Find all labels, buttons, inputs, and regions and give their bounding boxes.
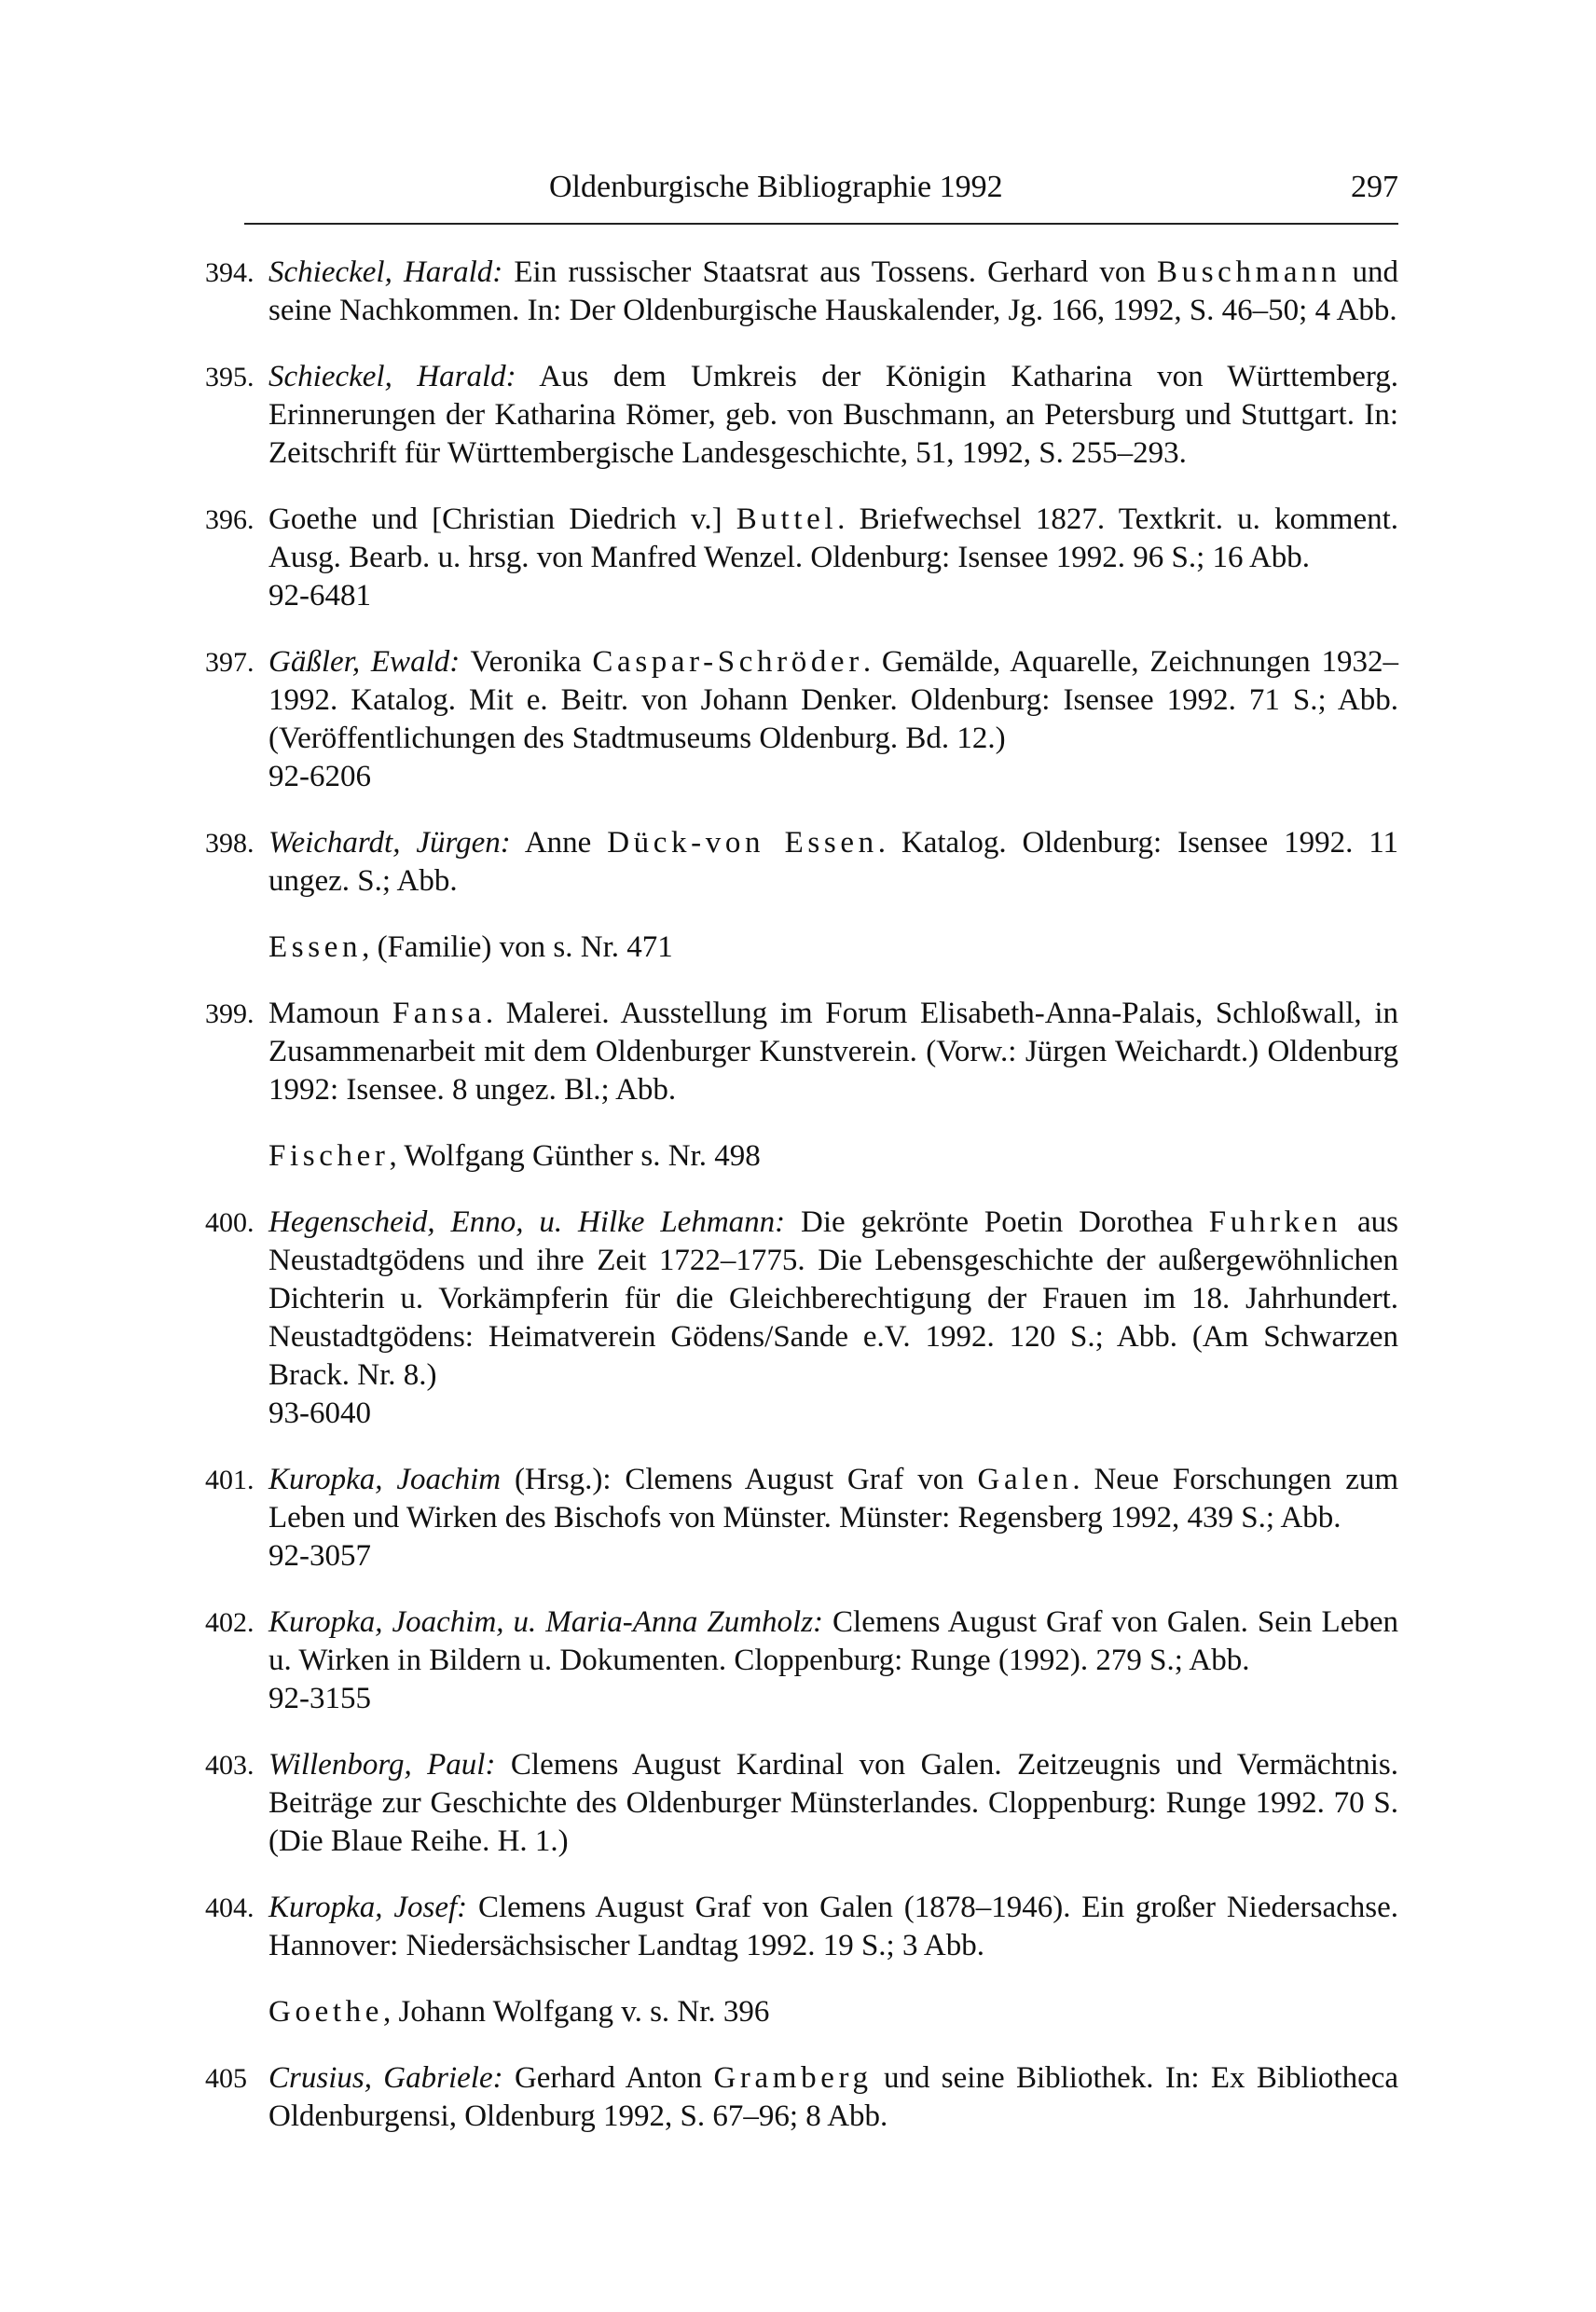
bibliography-list (205, 254, 1399, 2164)
entry-author: Crusius, Gabriele: (268, 2061, 503, 2095)
running-title: Oldenburgische Bibliographie 1992 (549, 170, 1003, 204)
entry-text: . Gemälde, Aquarelle, Zeichnungen 1932–1992. Katalog. Mit e. Beitr. von Johann Denker. Oldenburg: Isensee 1992. 71 S.; Abb. (Veröffentlichungen des Stadtmuseums Oldenburg. Bd. 12.) (268, 645, 1399, 755)
cross-reference (231, 1137, 1398, 1176)
entry-author: Willenborg, Paul: (268, 1748, 496, 1782)
entry-text: Clemens August Kardinal von Galen. Zeitzeugnis und Vermächtnis. Beiträge zur Geschichte des Oldenburger Münsterlandes. Cloppenburg: Runge 1992. 70 S. (Die Blaue Reihe. H. 1.) (268, 1748, 1398, 1858)
entry-398 (205, 824, 1398, 901)
spaced-name: Galen (977, 1463, 1073, 1496)
shelf-mark: 93-6040 (268, 1397, 371, 1430)
spaced-name: Essen (268, 930, 363, 964)
entry-text: Ein russischer Staatsrat aus Tossens. Gerhard von (502, 255, 1157, 289)
entry-number: 398. (205, 828, 255, 859)
cross-reference (231, 929, 1398, 967)
entry-number: 394. (205, 257, 255, 288)
entry-395 (205, 358, 1399, 473)
entry-text: und seine Nachkommen. In: Der Oldenburgische Hauskalender, Jg. 166, 1992, S. 46–50; 4 Abb. (268, 255, 1398, 327)
spaced-name: Buschmann (1156, 255, 1341, 289)
entry-number: 395. (205, 362, 255, 392)
entry-text: Mamoun (268, 997, 392, 1030)
entry-number: 400. (205, 1207, 255, 1238)
entry-author: Gäßler, Ewald: (268, 645, 461, 679)
entry-number: 404. (205, 1892, 255, 1923)
header-rule (244, 223, 1398, 225)
entry-text: . Neue Forschungen zum Leben und Wirken des Bischofs von Münster. Münster: Regensberg 1992, 439 S.; Abb. (268, 1463, 1399, 1534)
entry-author: Schieckel, Harald: (268, 360, 516, 393)
entry-text: Clemens August Graf von Galen (1878–1946). Ein großer Niedersachse. Hannover: Niedersächsischer Landtag 1992. 19 S.; 3 Abb. (268, 1891, 1398, 1962)
entry-author: Weichardt, Jürgen: (268, 826, 511, 860)
entry-text: Veronika (460, 645, 593, 679)
entry-text: Aus dem Umkreis der Königin Katharina von Württemberg. Erinnerungen der Katharina Römer, geb. von Buschmann, an Petersburg und Stuttgart. In: Zeitschrift für Württembergische Landesgeschichte, 51, 1992, S. 255–293. (268, 360, 1399, 470)
entry-text: . Malerei. Ausstellung im Forum Elisabeth-Anna-Palais, Schloßwall, in Zusammenarbeit mit dem Oldenburger Kunstverein. (Vorw.: Jürgen Weichardt.) Oldenburg 1992: Isensee. 8 ungez. Bl.; Abb. (268, 997, 1398, 1107)
entry-394 (205, 254, 1398, 330)
spaced-name: Dück-von Essen (607, 826, 878, 860)
entry-402 (205, 1603, 1398, 1718)
entry-number: 403. (205, 1750, 255, 1781)
xref-text: , Johann Wolfgang v. s. Nr. 396 (383, 1995, 770, 2029)
entry-400 (205, 1204, 1398, 1433)
entry-text: Clemens August Graf von Galen. Sein Leben u. Wirken in Bildern u. Dokumenten. Cloppenburg: Runge (1992). 279 S.; Abb. (268, 1605, 1398, 1677)
entry-author: Kuropka, Joachim, u. Maria-Anna Zumholz: (268, 1605, 824, 1639)
entry-author: Hegenscheid, Enno, u. Hilke Lehmann: (268, 1205, 786, 1239)
spaced-name: Goethe (268, 1995, 384, 2029)
entry-text: Die gekrönte Poetin Dorothea (785, 1205, 1209, 1239)
entry-number: 399. (205, 998, 255, 1029)
entry-text: (Hrsg.): Clemens August Graf von (501, 1463, 978, 1496)
spaced-name: Caspar-Schröder (592, 645, 863, 679)
shelf-mark: 92-6206 (268, 760, 371, 793)
entry-number: 396. (205, 504, 255, 535)
entry-396 (205, 501, 1399, 615)
shelf-mark: 92-6481 (268, 579, 371, 612)
entry-author: Schieckel, Harald: (268, 255, 503, 289)
entry-number: 402. (205, 1607, 255, 1638)
entry-401 (205, 1461, 1399, 1576)
entry-text: Gerhard Anton (502, 2061, 714, 2095)
entry-405 (205, 2059, 1399, 2136)
spaced-name: Gramberg (713, 2061, 873, 2095)
entry-number: 401. (205, 1465, 255, 1495)
entry-text: . Briefwechsel 1827. Textkrit. u. komment. Ausg. Bearb. u. hrsg. von Manfred Wenzel. Oldenburg: Isensee 1992. 96 S.; 16 Abb. (268, 502, 1399, 574)
entry-number: 397. (205, 647, 255, 678)
cross-reference (231, 1993, 1398, 2031)
entry-number: 405 (205, 2063, 247, 2094)
spaced-name: Fischer (268, 1139, 390, 1173)
entry-text: und seine Bibliothek. In: Ex Bibliotheca Oldenburgensi, Oldenburg 1992, S. 67–96; 8 Abb. (268, 2061, 1399, 2133)
entry-author: Kuropka, Joachim (268, 1463, 502, 1496)
entry-author: Kuropka, Josef: (268, 1891, 468, 1924)
shelf-mark: 92-3155 (268, 1682, 371, 1715)
entry-text: Goethe und [Christian Diedrich v.] (268, 502, 736, 536)
entry-404 (205, 1889, 1398, 1965)
shelf-mark: 92-3057 (268, 1539, 371, 1573)
entry-397 (205, 643, 1399, 796)
spaced-name: Fuhrken (1208, 1205, 1342, 1239)
spaced-name: Buttel (736, 502, 838, 536)
entry-403 (205, 1746, 1398, 1861)
entry-text: Anne (510, 826, 608, 860)
running-header (244, 166, 1398, 222)
entry-399 (205, 995, 1398, 1109)
entry-text: aus Neustadtgödens und ihre Zeit 1722–1775. Die Lebensgeschichte der außergewöhnlichen Dichterin u. Vorkämpferin für die Gleichberechtigung der Frauen im 18. Jahrhundert. Neustadtgödens: Heimatverein Gödens/Sande e.V. 1992. 120 S.; Abb. (Am Schwarzen Brack. Nr. 8.) (268, 1205, 1398, 1392)
xref-text: , (Familie) von s. Nr. 471 (362, 930, 673, 964)
spaced-name: Fansa (392, 997, 486, 1030)
xref-text: , Wolfgang Günther s. Nr. 498 (389, 1139, 761, 1173)
page-number: 297 (1351, 170, 1398, 204)
entry-text: . Katalog. Oldenburg: Isensee 1992. 11 ungez. S.; Abb. (268, 826, 1398, 898)
